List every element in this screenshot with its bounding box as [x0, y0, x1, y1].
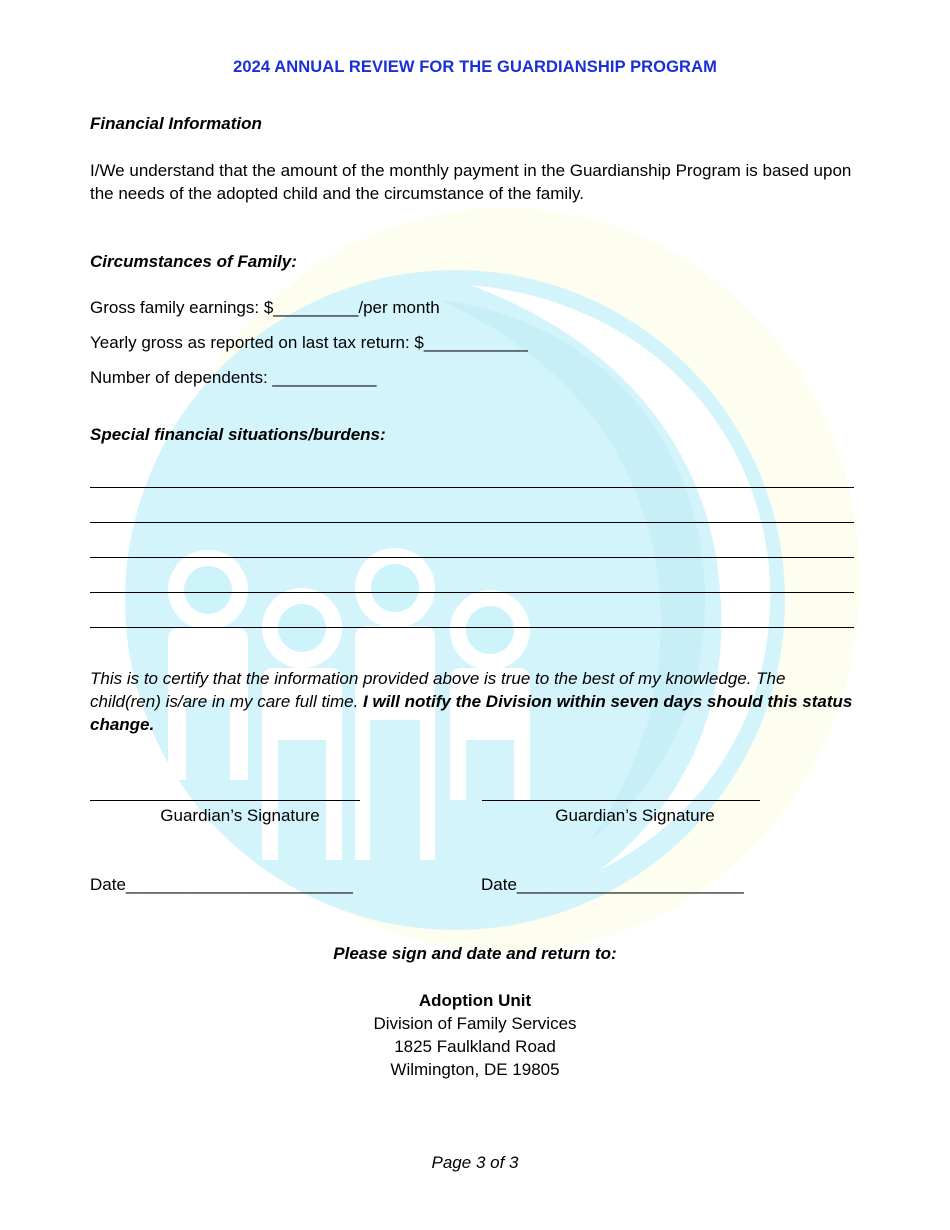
page-title: 2024 ANNUAL REVIEW FOR THE GUARDIANSHIP PROGRAM: [233, 58, 717, 76]
return-instructions-heading: Please sign and date and return to:: [333, 944, 617, 963]
financial-information-heading: Financial Information: [90, 114, 262, 133]
date-field-right[interactable]: Date________________________: [481, 875, 744, 894]
financial-statement: I/We understand that the amount of the monthly payment in the Guardianship Program is based upon the needs of the adopted child and the circumstance of the family.: [90, 161, 852, 203]
guardian-signature-line-left[interactable]: [90, 800, 360, 801]
yearly-gross-field[interactable]: Yearly gross as reported on last tax return: $___________: [90, 333, 528, 352]
return-city: Wilmington, DE 19805: [390, 1060, 560, 1079]
return-unit: Adoption Unit: [418, 991, 532, 1010]
date-field-left[interactable]: Date________________________: [90, 875, 353, 894]
dependents-field[interactable]: Number of dependents: ___________: [90, 368, 377, 387]
certification-text: This is to certify that the information provided above is true to the best of my knowledge. The child(ren) is/are in my care full time.: [90, 669, 786, 711]
special-situations-line-4[interactable]: [90, 592, 854, 593]
certification-bold-text: I will notify the Division within seven days should this status change.: [90, 692, 853, 734]
guardian-signature-label-right: Guardian’s Signature: [555, 806, 715, 825]
circumstances-heading: Circumstances of Family:: [90, 252, 297, 271]
special-situations-line-3[interactable]: [90, 557, 854, 558]
page-number: Page 3 of 3: [431, 1153, 519, 1172]
special-situations-line-5[interactable]: [90, 627, 854, 628]
gross-earnings-field[interactable]: Gross family earnings: $_________/per month: [90, 298, 440, 317]
special-situations-line-2[interactable]: [90, 522, 854, 523]
guardian-signature-line-right[interactable]: [482, 800, 760, 801]
guardian-signature-label-left: Guardian’s Signature: [160, 806, 320, 825]
certification-statement: [90, 667, 860, 736]
return-division: Division of Family Services: [373, 1014, 577, 1033]
special-situations-line-1[interactable]: [90, 487, 854, 488]
special-situations-heading: Special financial situations/burdens:: [90, 425, 386, 444]
return-street: 1825 Faulkland Road: [394, 1037, 556, 1056]
